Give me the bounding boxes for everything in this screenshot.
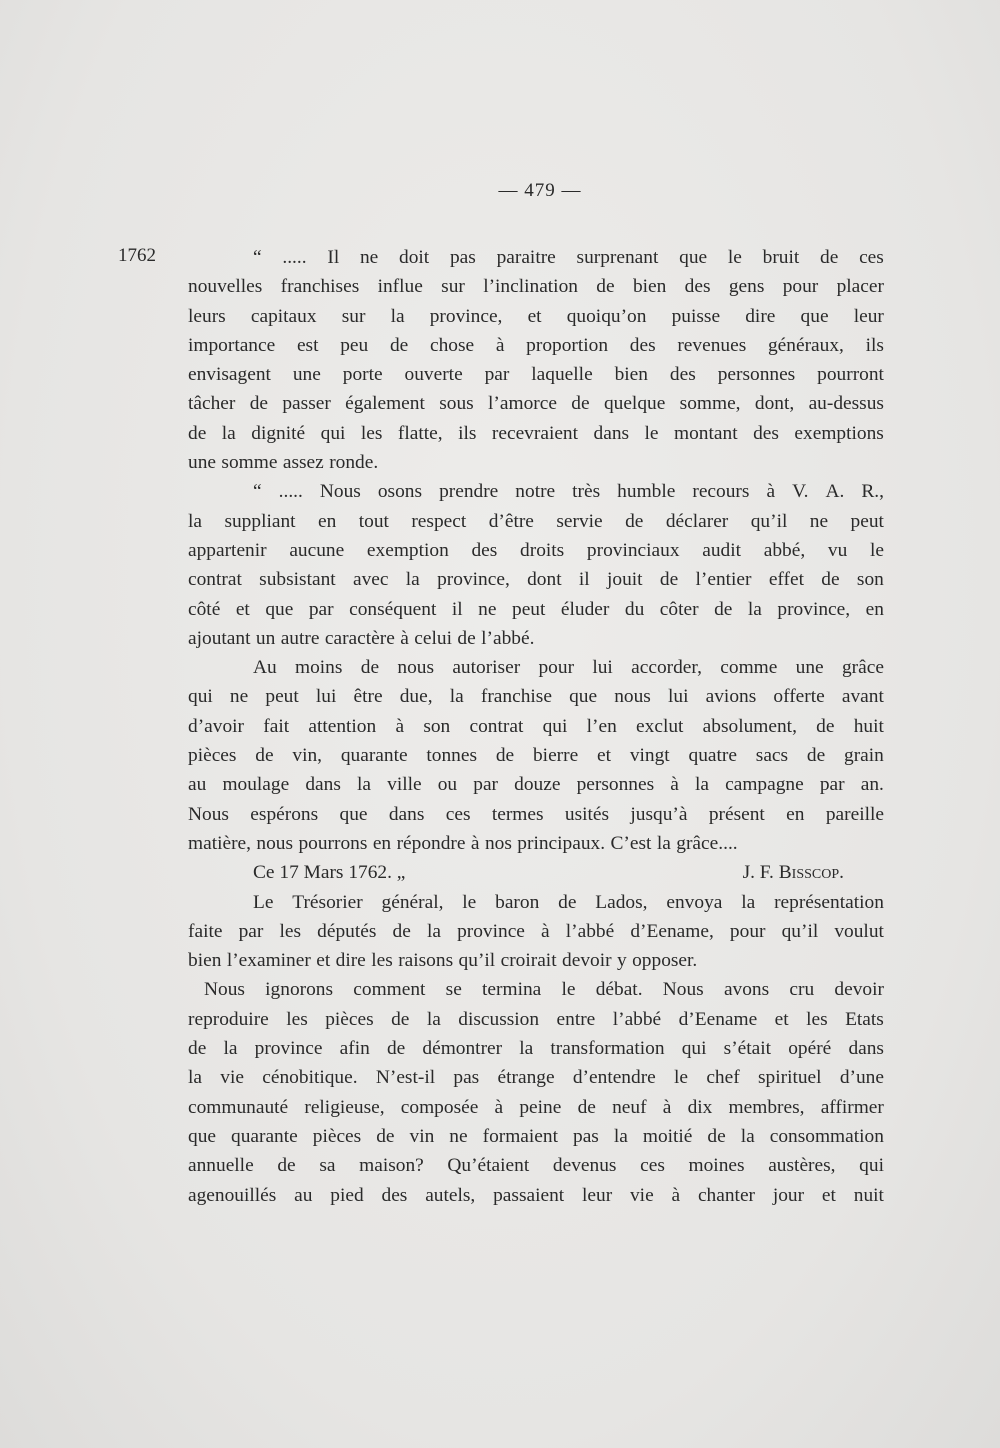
- text-line: la vie cénobitique. N’est-il pas étrange d’entendre le chef spirituel d’une: [188, 1067, 884, 1089]
- commentary: [188, 888, 884, 1210]
- text-line: la suppliant en tout respect d’être servie de déclarer qu’il ne peut: [188, 510, 884, 532]
- body-text: [188, 243, 884, 1210]
- text-line: Nous ignorons comment se termina le débat. Nous avons cru devoir: [204, 979, 884, 1001]
- text-line: nouvelles franchises influe sur l’inclination de bien des gens pour placer: [188, 276, 884, 298]
- text-line: côté et que par conséquent il ne peut éluder du côter de la province, en: [188, 598, 884, 620]
- paragraph: [188, 888, 884, 976]
- text-line: annuelle de sa maison? Qu’étaient devenus ces moines austères, qui: [188, 1155, 884, 1177]
- paragraph: [188, 975, 884, 1209]
- text-line: matière, nous pourrons en répondre à nos principaux. C’est la grâce....: [188, 832, 738, 854]
- text-line: communauté religieuse, composée à peine de neuf à dix membres, affirmer: [188, 1096, 884, 1118]
- text-line: envisagent une porte ouverte par laquelle bien des personnes pourront: [188, 364, 884, 386]
- margin-year: 1762: [118, 245, 156, 266]
- text-line: contrat subsistant avec la province, dont il jouit de l’entier effet de son: [188, 569, 884, 591]
- text-line: bien l’examiner et dire les raisons qu’il croirait devoir y opposer.: [188, 950, 698, 972]
- text-line: Le Trésorier général, le baron de Lados, envoya la représentation: [253, 891, 884, 913]
- page-number: — 479 —: [498, 180, 582, 201]
- text-line: que quarante pièces de vin ne formaient pas la moitié de la consommation: [188, 1125, 884, 1147]
- paragraph: [188, 653, 884, 858]
- text-line: leurs capitaux sur la province, et quoiqu’on puisse dire que leur: [188, 305, 884, 327]
- text-line: au moulage dans la ville ou par douze personnes à la campagne par an.: [188, 774, 884, 796]
- text-line: de la dignité qui les flatte, ils recevraient dans le montant des exemptions: [188, 422, 884, 444]
- paragraph: [188, 477, 884, 653]
- text-line: de la province afin de démontrer la transformation qui s’était opéré dans: [188, 1038, 884, 1060]
- text-line: Nous espérons que dans ces termes usités jusqu’à présent en pareille: [188, 803, 884, 825]
- text-line: ajoutant un autre caractère à celui de l’abbé.: [188, 627, 535, 649]
- quoted-letter: [188, 243, 884, 858]
- text-line: d’avoir fait attention à son contrat qui l’en exclut absolument, de huit: [188, 715, 884, 737]
- text-line: une somme assez ronde.: [188, 452, 379, 474]
- text-line: qui ne peut lui être due, la franchise que nous lui avions offerte avant: [188, 686, 884, 708]
- text-line: faite par les députés de la province à l’abbé d’Eename, pour qu’il voulut: [188, 920, 884, 942]
- text-line: pièces de vin, quarante tonnes de bierre et vingt quatre sacs de grain: [188, 745, 884, 767]
- signature-line: [188, 858, 884, 887]
- text-line: tâcher de passer également sous l’amorce de quelque somme, dont, au-dessus: [188, 393, 884, 415]
- paragraph: [188, 243, 884, 477]
- text-line: agenouillés au pied des autels, passaient leur vie à chanter jour et nuit: [188, 1184, 884, 1206]
- signature-surname: Bisscop.: [778, 862, 844, 884]
- signature-name: [743, 858, 844, 887]
- signature-date: Ce 17 Mars 1762. „: [253, 862, 406, 884]
- text-line: reproduire les pièces de la discussion entre l’abbé d’Eename et les Etats: [188, 1008, 884, 1030]
- text-line: appartenir aucune exemption des droits provinciaux audit abbé, vu le: [188, 539, 884, 561]
- text-line: “ ..... Il ne doit pas paraitre surprenant que le bruit de ces: [253, 247, 884, 268]
- text-line: importance est peu de chose à proportion des revenues généraux, ils: [188, 334, 884, 356]
- text-line: Au moins de nous autoriser pour lui accorder, comme une grâce: [253, 657, 884, 679]
- signature-initials: J. F.: [742, 862, 774, 884]
- text-line: “ ..... Nous osons prendre notre très humble recours à V. A. R.,: [253, 481, 884, 503]
